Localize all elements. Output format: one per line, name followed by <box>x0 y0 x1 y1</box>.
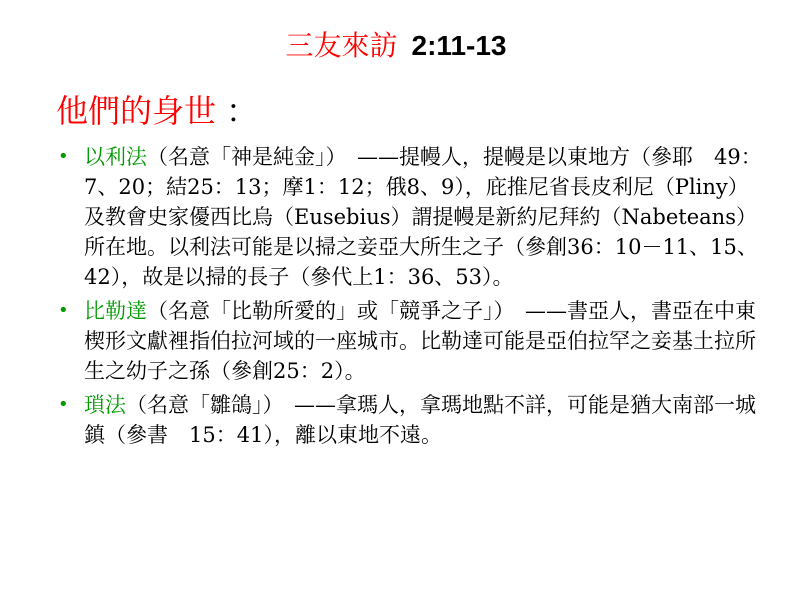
slide-title-chinese: 三友來訪 <box>285 29 398 62</box>
friend-description: （名意「比勒所愛的」或「競爭之子」） ——書亞人，書亞在中東楔形文獻裡指伯拉河域的一座城市。比勒達可能是亞伯拉罕之妾基土拉所生之幼子之孫（參創25：2）。 <box>84 299 756 383</box>
bullet-icon: • <box>58 394 69 415</box>
section-heading <box>56 90 258 132</box>
list-item-eliphaz <box>56 142 768 292</box>
list-item-zophar <box>56 390 768 450</box>
slide-title-reference: 2:11-13 <box>411 30 507 61</box>
friends-list <box>56 142 768 454</box>
slide-title <box>0 26 792 66</box>
friend-description: （名意「雛鴿」） ——拿瑪人，拿瑪地點不詳，可能是猶大南部一城鎮（參書 15：41），離以東地不遠。 <box>84 393 756 447</box>
list-item-bildad <box>56 296 768 386</box>
bullet-icon: • <box>58 300 69 321</box>
bullet-icon: • <box>58 146 69 167</box>
friend-name: 比勒達 <box>84 299 147 323</box>
friend-name: 瑣法 <box>84 393 126 417</box>
friend-name: 以利法 <box>84 145 147 169</box>
friend-description: （名意「神是純金」） ——提幔人，提幔是以東地方（參耶 49：7、20；結25：13；摩1：12；俄8、9），庇推尼省長皮利尼（Pliny）及教會史家優西比烏（Eusebius）謂提幔是新約尼拜約（Nabeteans）所在地。以利法可能是以掃之妾亞大所生之子（參創36：10－11、15、42），故是以掃的長子（參代上1：36、53）。 <box>84 145 762 289</box>
section-heading-colon: ： <box>226 92 259 130</box>
section-heading-text: 他們的身世 <box>56 92 217 130</box>
